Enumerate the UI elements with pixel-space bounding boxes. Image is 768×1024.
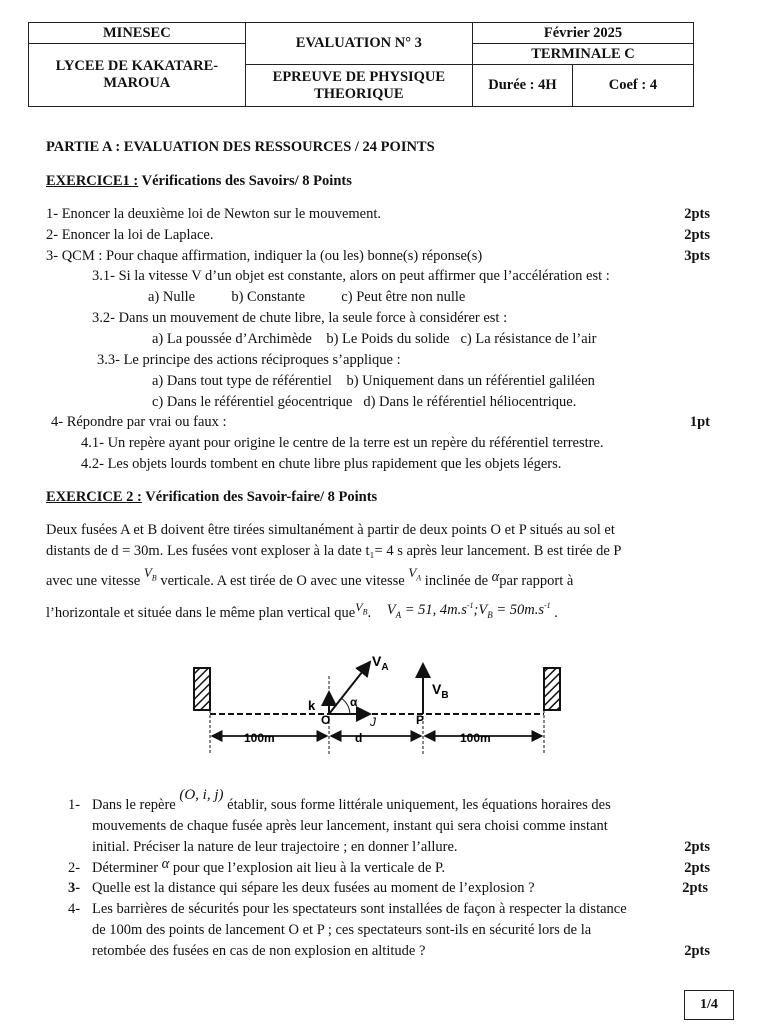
ex2-q4-points: 2pts — [684, 943, 710, 959]
ex2-q1-line2: mouvements de chaque fusée après leur lancement, instant qui sera choisi comme instant — [92, 818, 608, 834]
ex1-q1-points: 2pts — [684, 206, 710, 222]
ex2-q4-line1: Les barrières de sécurités pour les spectateurs sont installées de façon à respecter la distance — [92, 901, 627, 917]
va-label: $V_A$ — [372, 653, 389, 673]
j-label: J — [370, 715, 376, 729]
ex1-q2: 2- Enoncer la loi de Laplace. — [46, 227, 214, 243]
ministry: MINESEC — [29, 23, 246, 44]
p3-text-c: inclinée de — [424, 573, 489, 589]
rocket-launch-figure — [180, 636, 580, 766]
alpha-label: α — [350, 695, 358, 709]
ex2-q1-line3: initial. Préciser la nature de leur trajectoire ; en donner l’allure. — [92, 839, 458, 855]
right-barrier — [544, 668, 560, 710]
ex1-q3: 3- QCM : Pour chaque affirmation, indiquer la (ou les) bonne(s) réponse(s) — [46, 248, 483, 264]
dist-label-right: 100m — [460, 731, 491, 745]
dist-label-mid: d — [355, 731, 363, 745]
ex2-q3-points: 2pts — [682, 880, 708, 896]
coefficient: Coef : 4 — [572, 65, 693, 107]
duration: Durée : 4H — [473, 65, 573, 107]
q2-alpha: α — [161, 856, 170, 872]
ex1-q33-options-1: a) Dans tout type de référentiel b) Uniquement dans un référentiel galiléen — [152, 373, 595, 389]
alpha-symbol: α — [491, 569, 500, 585]
p3-text-b: verticale. A est tirée de O avec une vitesse — [160, 573, 405, 589]
ex1-q42: 4.2- Les objets lourds tombent en chute libre plus rapidement que les objets légers. — [81, 456, 562, 472]
q1-text-b: établir, sous forme littérale uniquement, les équations horaires des — [227, 797, 611, 813]
ex1-q1: 1- Enoncer la deuxième loi de Newton sur le mouvement. — [46, 206, 382, 222]
page-number: 1/4 — [684, 990, 734, 1020]
exam-title: EPREUVE DE PHYSIQUE THEORIQUE — [245, 65, 472, 107]
ex2-q1-points: 2pts — [684, 839, 710, 855]
header-table — [28, 22, 694, 107]
ex1-q32-options: a) La poussée d’Archimède b) Le Poids du solide c) La résistance de l’air — [152, 331, 597, 347]
ex2-q1-num: 1- — [68, 797, 81, 813]
ex2-q2-points: 2pts — [684, 860, 710, 876]
ex1-q32: 3.2- Dans un mouvement de chute libre, la seule force à considérer est : — [92, 310, 508, 326]
ex2-q1-line1 — [92, 787, 611, 814]
p-label: P — [416, 713, 425, 727]
q2-text-a: Déterminer — [92, 860, 159, 876]
evaluation-number: EVALUATION N° 3 — [245, 23, 472, 65]
ex2-paragraph-line3 — [46, 565, 574, 591]
vb-symbol: $V_B$ — [143, 565, 157, 583]
ex2-q4-num: 4- — [68, 901, 81, 917]
repere-symbol: (O, i, j) — [179, 787, 224, 803]
va-symbol: $V_A$ — [408, 565, 422, 583]
ex1-q31: 3.1- Si la vitesse V d’un objet est constante, alors on peut affirmer que l’accélération est : — [92, 268, 610, 284]
vb-symbol-2: VB — [355, 599, 368, 617]
school-name: LYCEE DE KAKATARE-MAROUA — [29, 44, 246, 107]
left-barrier — [194, 668, 210, 710]
ex2-paragraph-line1: Deux fusées A et B doivent être tirées simultanément à partir de deux points O et P situés au sol et — [46, 522, 615, 538]
p3-text-a: avec une vitesse — [46, 573, 141, 589]
va-value: $V_A = 51$, $4m.s^{-1};V_B = 50m.s^{-1}$ — [386, 601, 551, 620]
exercise1-heading — [46, 173, 352, 190]
q2-text-b: pour que l’explosion ait lieu à la verticale de P. — [172, 860, 446, 876]
vb-label: $V_B$ — [432, 681, 449, 701]
exercise1-label: EXERCICE1 : — [46, 173, 139, 189]
p4-dot: . — [367, 604, 372, 621]
o-label: O — [321, 713, 331, 727]
ex2-q4-line2: de 100m des points de lancement O et P ; ces spectateurs sont-ils en sécurité lors de la — [92, 922, 592, 938]
dist-label-left: 100m — [244, 731, 275, 745]
exercise2-title: Vérification des Savoir-faire/ 8 Points — [141, 489, 378, 505]
ex1-q3-points: 3pts — [684, 248, 710, 264]
ex1-q33-options-2: c) Dans le référentiel géocentrique d) Dans le référentiel héliocentrique. — [152, 394, 577, 410]
ex2-q4-line3: retombée des fusées en cas de non explosion en altitude ? — [92, 943, 426, 959]
p4-text: l’horizontale et située dans le même plan vertical que — [46, 604, 356, 621]
ex2-q3: Quelle est la distance qui sépare les deux fusées au moment de l’explosion ? — [92, 880, 535, 896]
ex1-q31-options: a) Nulle b) Constante c) Peut être non nulle — [148, 289, 466, 305]
ex2-q2-num: 2- — [68, 860, 81, 876]
part-a-title: PARTIE A : EVALUATION DES RESSOURCES / 24 POINTS — [46, 139, 435, 155]
ex1-q41: 4.1- Un repère ayant pour origine le centre de la terre est un repère du référentiel terrestre. — [81, 435, 604, 451]
ex1-q4-points: 1pt — [689, 414, 710, 430]
ex2-paragraph-line4 — [46, 599, 558, 623]
exam-date: Février 2025 — [473, 23, 694, 44]
ex2-q3-num: 3- — [68, 880, 81, 896]
p3-text-d: par rapport à — [499, 573, 574, 589]
ex1-q33: 3.3- Le principe des actions réciproques s’applique : — [97, 352, 401, 368]
ex1-q4: 4- Répondre par vrai ou faux : — [51, 414, 227, 430]
p4-dot-2: . — [554, 604, 558, 621]
k-label: k — [308, 698, 316, 713]
exercise2-heading — [46, 489, 377, 506]
ex1-q2-points: 2pts — [684, 227, 710, 243]
class-name: TERMINALE C — [473, 44, 694, 65]
ex2-paragraph-line2: distants de d = 30m. Les fusées vont exploser à la date t₁= 4 s après leur lancement. B est tirée de P — [46, 543, 622, 559]
exercise2-label: EXERCICE 2 : — [46, 489, 142, 505]
ex2-q2 — [92, 856, 446, 877]
q1-text-a: Dans le repère — [92, 797, 176, 813]
exercise1-title: Vérifications des Savoirs/ 8 Points — [138, 173, 352, 189]
